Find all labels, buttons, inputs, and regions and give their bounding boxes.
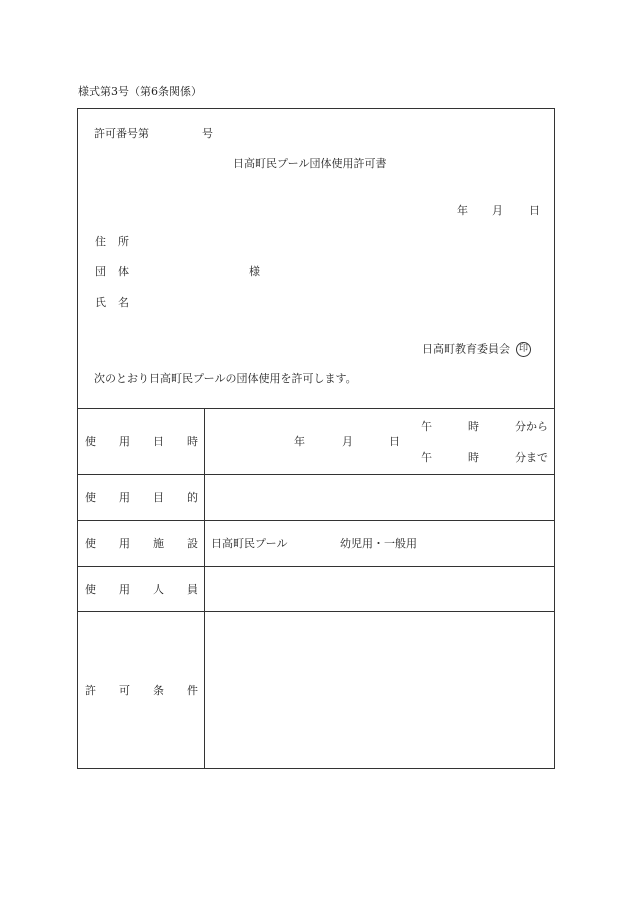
permit-number-suffix: 号: [202, 127, 213, 140]
date-month: 月: [492, 204, 503, 217]
end-hour: 時: [468, 451, 479, 464]
row-divider: [78, 520, 554, 521]
row-label-char: 用: [119, 435, 130, 448]
honorific: 様: [249, 265, 260, 278]
address-label-2: 所: [118, 235, 129, 248]
seal-mark: 印: [516, 342, 531, 357]
row-divider: [78, 474, 554, 475]
row-label-char: 日: [153, 435, 164, 448]
column-divider: [204, 408, 205, 769]
group-label-2: 体: [118, 265, 129, 278]
permit-form: [77, 108, 555, 769]
row-label-char: 可: [119, 684, 130, 697]
address-label-1: 住: [95, 235, 106, 248]
end-minute: 分まで: [515, 451, 548, 464]
row-label-char: 員: [187, 583, 198, 596]
start-ampm: 午: [421, 420, 432, 433]
row-label-char: 人: [153, 583, 164, 596]
issuer-block: [422, 342, 531, 357]
start-minute: 分から: [515, 420, 548, 433]
row-label-char: 用: [119, 537, 130, 550]
row-label-char: 使: [85, 435, 96, 448]
facility-name: 日高町民プール: [211, 537, 288, 550]
row-label-char: 使: [85, 583, 96, 596]
row-label-char: 件: [187, 684, 198, 697]
date-day: 日: [529, 204, 540, 217]
table-top-border: [78, 408, 554, 409]
date-year: 年: [457, 204, 468, 217]
name-label-1: 氏: [95, 296, 106, 309]
row-label-char: 用: [119, 583, 130, 596]
row-label-char: 時: [187, 435, 198, 448]
issuer-name: 日高町教育委員会: [422, 342, 510, 356]
facility-options: 幼児用・一般用: [340, 537, 417, 550]
row-label-char: 的: [187, 491, 198, 504]
row-label-char: 用: [119, 491, 130, 504]
row-label-char: 許: [85, 684, 96, 697]
start-hour: 時: [468, 420, 479, 433]
usage-year: 年: [294, 435, 305, 448]
row-label-char: 施: [153, 537, 164, 550]
usage-day: 日: [389, 435, 400, 448]
document-title: 日高町民プール団体使用許可書: [233, 157, 387, 170]
row-label-char: 条: [153, 684, 164, 697]
row-label-char: 目: [153, 491, 164, 504]
form-reference: 様式第3号（第6条関係）: [78, 85, 202, 98]
row-label-char: 使: [85, 491, 96, 504]
permit-statement: 次のとおり日高町民プールの団体使用を許可します。: [94, 372, 357, 385]
permit-number-prefix: 許可番号第: [94, 127, 149, 140]
usage-month: 月: [342, 435, 353, 448]
end-ampm: 午: [421, 451, 432, 464]
name-label-2: 名: [118, 296, 129, 309]
row-label-char: 使: [85, 537, 96, 550]
row-divider: [78, 566, 554, 567]
group-label-1: 団: [95, 265, 106, 278]
row-divider: [78, 611, 554, 612]
row-label-char: 設: [187, 537, 198, 550]
